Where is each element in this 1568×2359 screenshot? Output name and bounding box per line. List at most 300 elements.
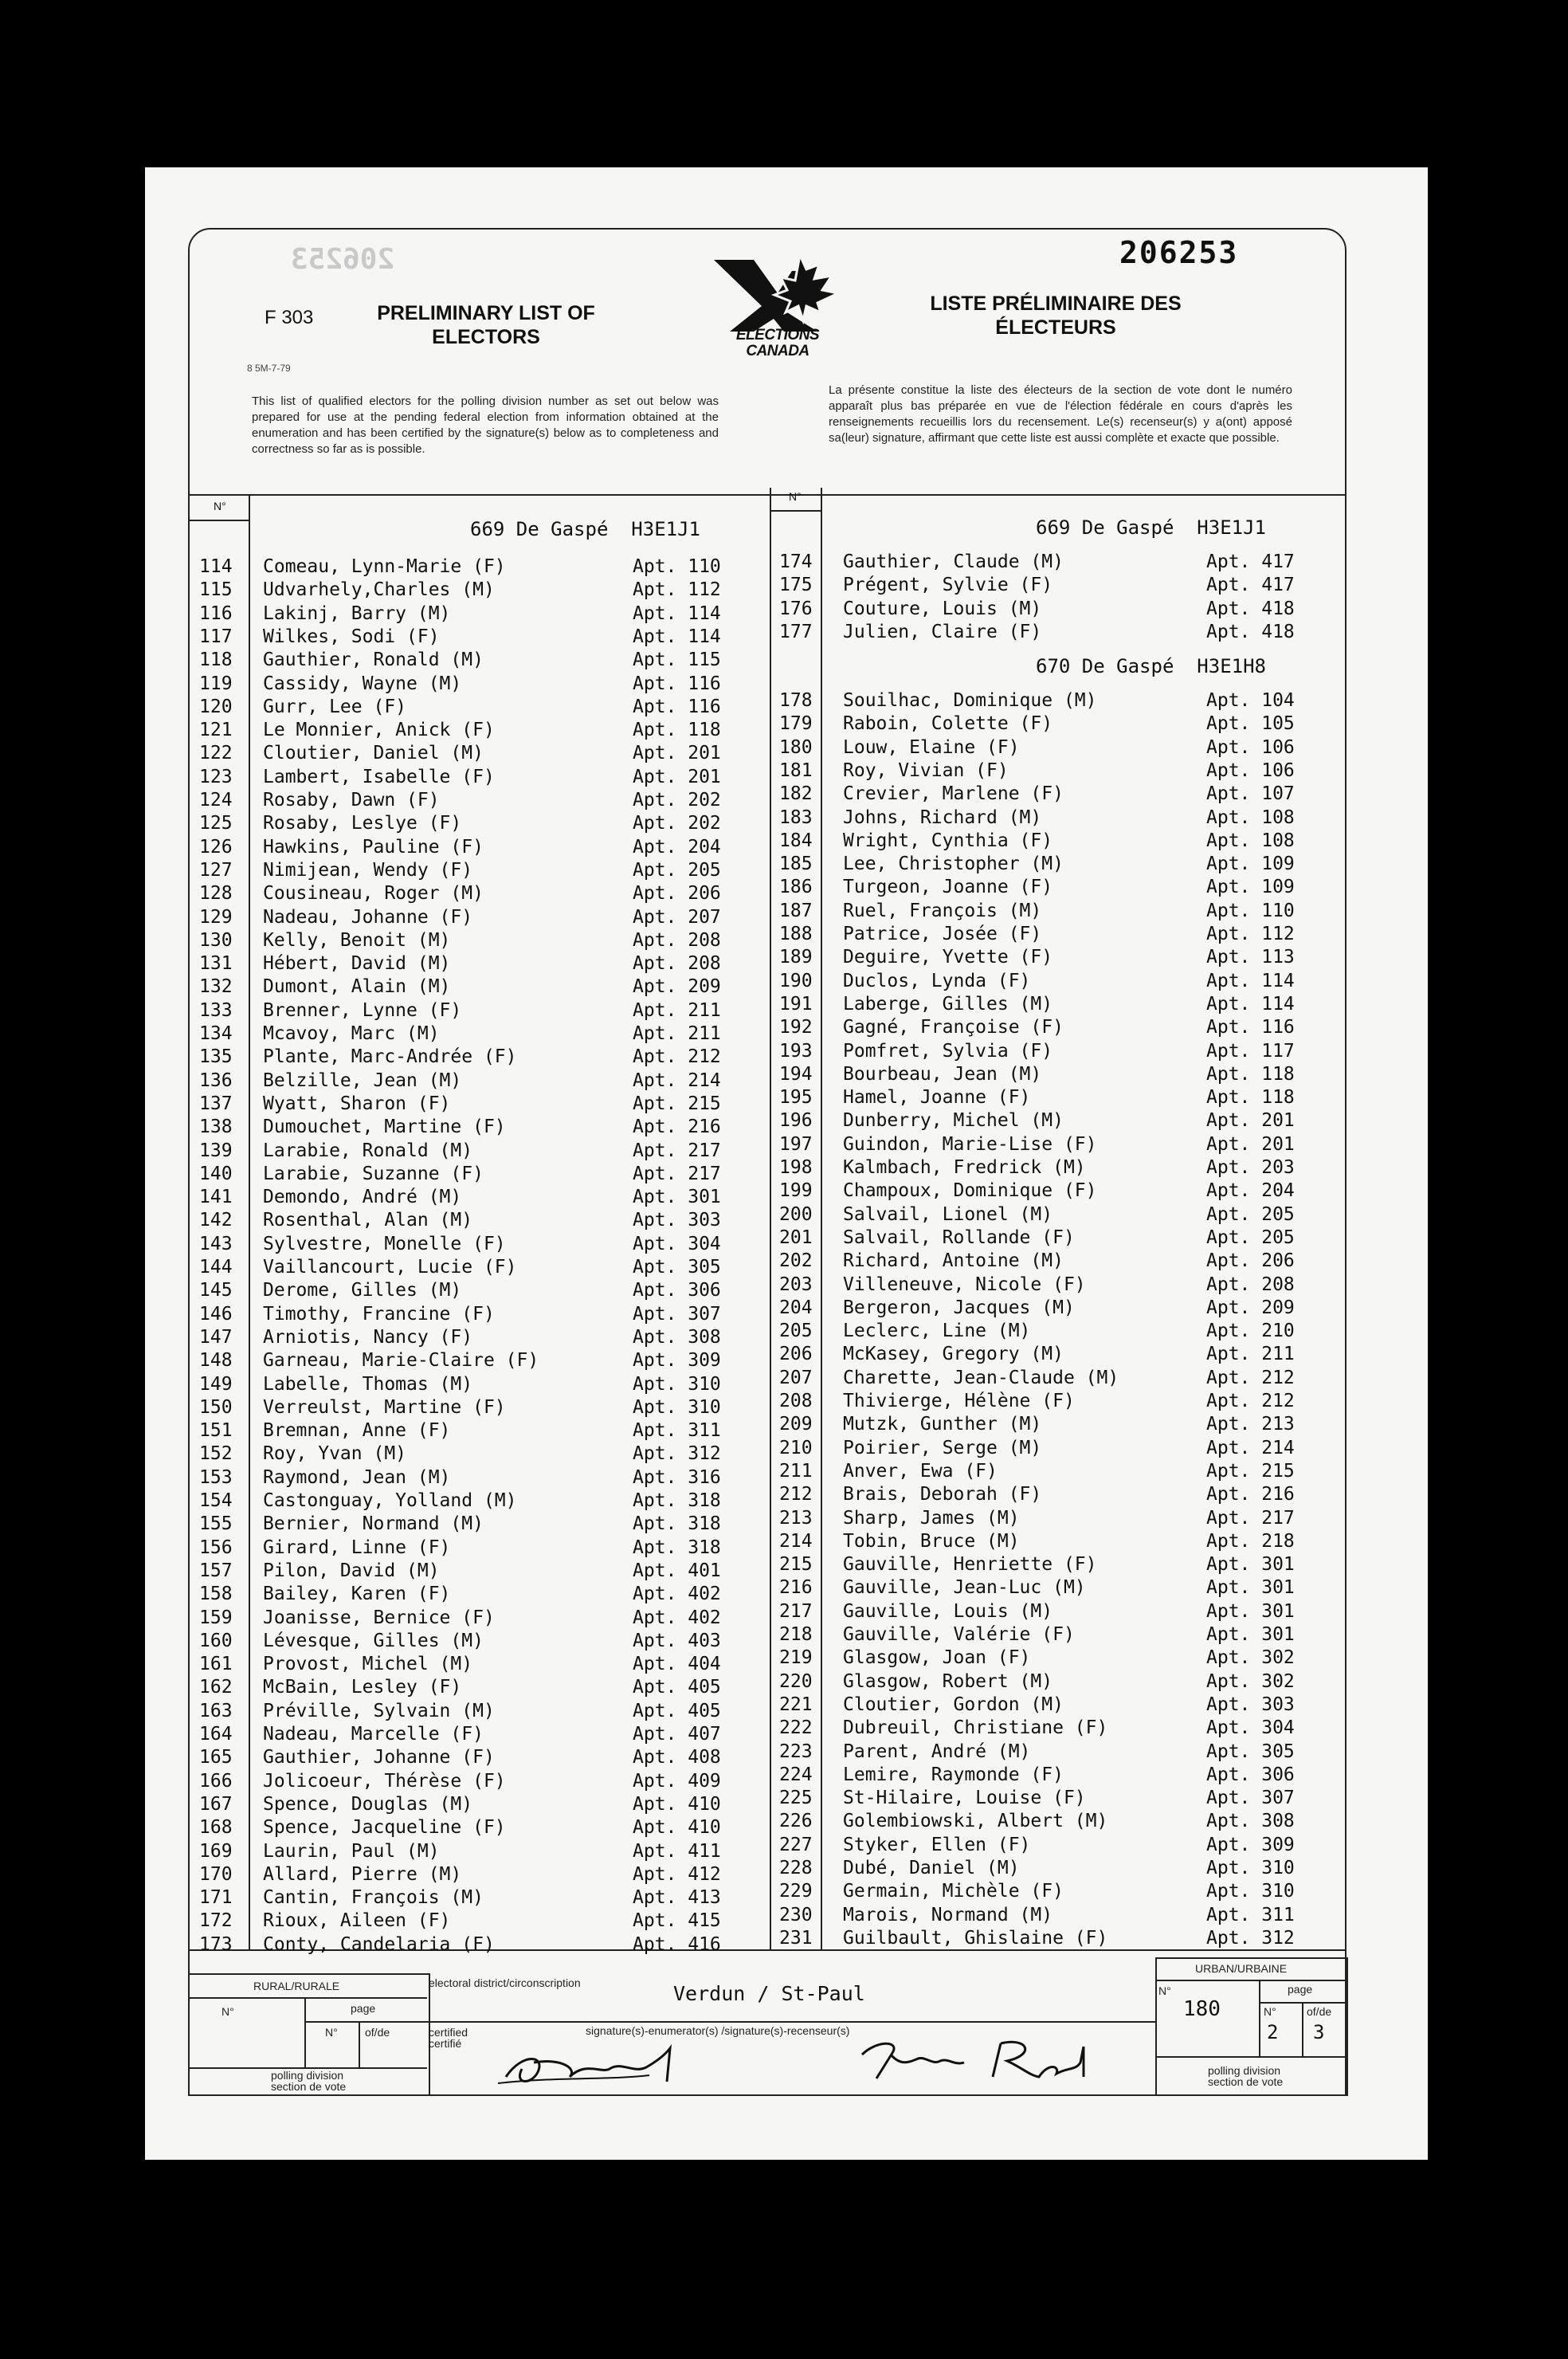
- elector-name: Leclerc, Line (M): [843, 1321, 1031, 1342]
- elector-number: 217: [779, 1600, 813, 1622]
- left-number-divider: [249, 494, 250, 1951]
- elector-name: Provost, Michel (M): [263, 1654, 473, 1675]
- elector-number: 190: [779, 970, 813, 991]
- elector-apartment: Apt. 305: [633, 1257, 721, 1278]
- elector-apartment: Apt. 309: [1206, 1834, 1295, 1855]
- elector-apartment: Apt. 217: [1206, 1507, 1295, 1529]
- elector-apartment: Apt. 115: [633, 650, 721, 671]
- right-address-heading-2: 670 De Gaspé H3E1H8: [1036, 655, 1266, 677]
- elector-name: Larabie, Suzanne (F): [263, 1163, 484, 1184]
- elector-name: Charette, Jean-Claude (M): [843, 1367, 1119, 1388]
- elector-name: Salvail, Lionel (M): [843, 1203, 1053, 1225]
- elector-number: 207: [779, 1367, 813, 1388]
- elector-number: 201: [779, 1227, 813, 1248]
- elector-apartment: Apt. 201: [633, 766, 721, 787]
- elector-number: 135: [199, 1046, 233, 1068]
- elector-name: Gurr, Lee (F): [263, 696, 407, 717]
- elector-name: Derome, Gilles (M): [263, 1280, 462, 1301]
- elector-number: 142: [199, 1210, 233, 1231]
- elector-apartment: Apt. 205: [633, 859, 721, 881]
- elector-apartment: Apt. 310: [1206, 1858, 1295, 1878]
- elector-apartment: Apt. 204: [1206, 1180, 1295, 1202]
- elector-number: 166: [199, 1770, 233, 1792]
- elector-name: Comeau, Lynn-Marie (F): [263, 556, 506, 577]
- elector-number: 164: [199, 1724, 233, 1745]
- elector-number: 162: [199, 1677, 233, 1698]
- elector-apartment: Apt. 201: [633, 743, 721, 764]
- elector-apartment: Apt. 205: [1206, 1227, 1295, 1248]
- urban-polling-label-2: section de vote: [1208, 2075, 1284, 2088]
- elector-number: 182: [779, 783, 813, 805]
- form-number: F 303: [265, 307, 314, 328]
- elector-apartment: Apt. 415: [633, 1910, 721, 1932]
- elector-apartment: Apt. 310: [1206, 1881, 1295, 1902]
- elector-name: Poirier, Serge (M): [843, 1437, 1042, 1458]
- elector-number: 143: [199, 1233, 233, 1254]
- elector-number: 192: [779, 1017, 813, 1038]
- elector-number: 117: [199, 626, 233, 647]
- elector-apartment: Apt. 301: [1206, 1577, 1295, 1599]
- polling-number: 180: [1183, 1997, 1221, 2021]
- elector-name: Villeneuve, Nicole (F): [843, 1274, 1086, 1295]
- elector-number: 175: [779, 575, 813, 596]
- rural-polling-label-2: section de vote: [271, 2080, 347, 2093]
- elector-apartment: Apt. 310: [633, 1373, 721, 1395]
- elector-name: Rosaby, Leslye (F): [263, 813, 462, 834]
- elector-name: Mutzk, Gunther (M): [843, 1414, 1042, 1435]
- elector-name: Rosenthal, Alan (M): [263, 1210, 473, 1231]
- elector-name: Salvail, Rollande (F): [843, 1227, 1075, 1248]
- district-rule: [427, 2021, 1157, 2023]
- elector-name: Cantin, François (M): [263, 1887, 484, 1909]
- elector-name: Gagné, Françoise (F): [843, 1017, 1064, 1038]
- elector-number: 222: [779, 1717, 813, 1739]
- form-version: 8 5M-7-79: [247, 363, 291, 374]
- logo-line1: ELECTIONS: [735, 327, 820, 343]
- urban-polling-label-1: polling division: [1208, 2064, 1281, 2077]
- elector-number: 196: [779, 1110, 813, 1132]
- elector-name: Bremnan, Anne (F): [263, 1420, 451, 1442]
- elector-number: 202: [779, 1250, 813, 1272]
- elector-number: 115: [199, 579, 233, 601]
- elector-name: Gauville, Henriette (F): [843, 1554, 1097, 1576]
- elector-apartment: Apt. 213: [1206, 1414, 1295, 1435]
- elector-apartment: Apt. 211: [633, 999, 721, 1021]
- elector-number: 168: [199, 1817, 233, 1839]
- urban-page-no-label: N°: [1264, 2005, 1276, 2018]
- elector-number: 150: [199, 1396, 233, 1418]
- elector-apartment: Apt. 214: [633, 1070, 721, 1091]
- elector-apartment: Apt. 409: [633, 1770, 721, 1792]
- page-of-number: 3: [1313, 2021, 1325, 2043]
- elector-apartment: Apt. 402: [633, 1607, 721, 1628]
- elector-number: 219: [779, 1647, 813, 1669]
- elector-number: 194: [779, 1063, 813, 1085]
- elector-number: 170: [199, 1863, 233, 1885]
- elector-name: Vaillancourt, Lucie (F): [263, 1257, 517, 1278]
- elector-name: Marois, Normand (M): [843, 1904, 1053, 1925]
- elector-apartment: Apt. 216: [1206, 1484, 1295, 1505]
- urban-page-divider: [1302, 2002, 1303, 2056]
- elector-number: 193: [779, 1040, 813, 1062]
- elector-number: 191: [779, 993, 813, 1015]
- elector-apartment: Apt. 301: [1206, 1624, 1295, 1645]
- elector-name: Styker, Ellen (F): [843, 1834, 1031, 1855]
- rural-rule-2: [304, 2021, 427, 2023]
- elector-name: Brais, Deborah (F): [843, 1484, 1042, 1505]
- rural-page-no-label: N°: [325, 2026, 338, 2039]
- elector-apartment: Apt. 408: [633, 1747, 721, 1768]
- elector-name: Mcavoy, Marc (M): [263, 1023, 440, 1044]
- elector-name: Ruel, François (M): [843, 900, 1042, 921]
- elector-number: 157: [199, 1560, 233, 1581]
- elector-name: Parent, André (M): [843, 1741, 1031, 1762]
- elector-number: 231: [779, 1927, 813, 1949]
- elector-name: Laurin, Paul (M): [263, 1840, 440, 1862]
- elector-number: 149: [199, 1373, 233, 1395]
- elector-apartment: Apt. 202: [633, 790, 721, 811]
- elector-apartment: Apt. 316: [633, 1466, 721, 1488]
- elector-name: Turgeon, Joanne (F): [843, 877, 1053, 898]
- elector-name: Arniotis, Nancy (F): [263, 1326, 473, 1348]
- elector-apartment: Apt. 106: [1206, 736, 1295, 758]
- enumerator-signature-2: [845, 2031, 1100, 2086]
- elector-name: Richard, Antoine (M): [843, 1250, 1064, 1272]
- elector-apartment: Apt. 411: [633, 1840, 721, 1862]
- elector-name: Udvarhely,Charles (M): [263, 579, 495, 601]
- district-value: Verdun / St-Paul: [673, 1982, 865, 2005]
- elector-name: Pilon, David (M): [263, 1560, 440, 1581]
- urban-no-label: N°: [1158, 1984, 1171, 1997]
- elector-apartment: Apt. 407: [633, 1724, 721, 1745]
- elector-apartment: Apt. 110: [633, 556, 721, 577]
- elector-name: Hamel, Joanne (F): [843, 1087, 1031, 1109]
- elector-apartment: Apt. 405: [633, 1677, 721, 1698]
- elector-apartment: Apt. 114: [633, 626, 721, 647]
- elector-name: Gauville, Louis (M): [843, 1600, 1053, 1622]
- elector-number: 153: [199, 1466, 233, 1488]
- elector-apartment: Apt. 118: [1206, 1087, 1295, 1109]
- elector-apartment: Apt. 402: [633, 1584, 721, 1605]
- elector-apartment: Apt. 208: [633, 953, 721, 975]
- rural-col-divider: [304, 1997, 306, 2069]
- elector-name: Lakinj, Barry (M): [263, 603, 451, 624]
- elector-number: 116: [199, 603, 233, 624]
- elector-apartment: Apt. 116: [633, 673, 721, 694]
- elector-apartment: Apt. 212: [633, 1046, 721, 1068]
- elector-number: 126: [199, 836, 233, 858]
- urban-label: URBAN/URBAINE: [1195, 1962, 1288, 1975]
- elector-apartment: Apt. 203: [1206, 1157, 1295, 1178]
- elector-apartment: Apt. 303: [1206, 1694, 1295, 1715]
- elector-name: Crevier, Marlene (F): [843, 783, 1064, 805]
- elector-name: Dumouchet, Martine (F): [263, 1117, 506, 1138]
- elector-number: 218: [779, 1624, 813, 1645]
- elector-number: 165: [199, 1747, 233, 1768]
- elector-apartment: Apt. 109: [1206, 854, 1295, 875]
- elector-number: 215: [779, 1554, 813, 1576]
- elector-number: 139: [199, 1140, 233, 1161]
- elector-number: 187: [779, 900, 813, 921]
- elector-number: 140: [199, 1163, 233, 1184]
- rural-rule-1: [188, 1997, 427, 1999]
- elector-apartment: Apt. 311: [633, 1420, 721, 1442]
- elector-number: 156: [199, 1537, 233, 1558]
- elector-name: Gauthier, Claude (M): [843, 551, 1064, 572]
- elector-apartment: Apt. 418: [1206, 621, 1295, 642]
- elector-apartment: Apt. 201: [1206, 1110, 1295, 1132]
- elector-number: 189: [779, 947, 813, 968]
- elector-number: 173: [199, 1933, 233, 1955]
- elector-name: Golembiowski, Albert (M): [843, 1811, 1108, 1832]
- enumerator-signature-1: [490, 2037, 689, 2093]
- elector-number: 179: [779, 713, 813, 735]
- elector-apartment: Apt. 112: [633, 579, 721, 601]
- elector-number: 176: [779, 598, 813, 619]
- elector-number: 213: [779, 1507, 813, 1529]
- elector-name: Lambert, Isabelle (F): [263, 766, 495, 787]
- elector-name: Roy, Yvan (M): [263, 1443, 407, 1465]
- elector-number: 226: [779, 1811, 813, 1832]
- rural-no-label: N°: [221, 2005, 234, 2018]
- elector-number: 205: [779, 1321, 813, 1342]
- elector-name: Couture, Louis (M): [843, 598, 1042, 619]
- elector-apartment: Apt. 201: [1206, 1133, 1295, 1155]
- elector-number: 210: [779, 1437, 813, 1458]
- elector-apartment: Apt. 110: [1206, 900, 1295, 921]
- elector-number: 147: [199, 1326, 233, 1348]
- elector-apartment: Apt. 114: [633, 603, 721, 624]
- elector-apartment: Apt. 418: [1206, 598, 1295, 619]
- elector-apartment: Apt. 307: [633, 1303, 721, 1325]
- elector-number: 172: [199, 1910, 233, 1932]
- no-header-right: N°: [789, 490, 802, 503]
- elector-apartment: Apt. 211: [1206, 1344, 1295, 1365]
- elector-name: Bergeron, Jacques (M): [843, 1297, 1075, 1318]
- elector-name: McBain, Lesley (F): [263, 1677, 462, 1698]
- elector-number: 229: [779, 1881, 813, 1902]
- elector-apartment: Apt. 114: [1206, 993, 1295, 1015]
- title-fr-line2: ÉLECTEURS: [995, 316, 1116, 339]
- elector-number: 148: [199, 1350, 233, 1372]
- title-en-line1: PRELIMINARY LIST OF: [377, 302, 595, 324]
- elector-name: Préville, Sylvain (M): [263, 1700, 495, 1721]
- elector-name: Prégent, Sylvie (F): [843, 575, 1053, 596]
- elector-number: 206: [779, 1344, 813, 1365]
- elector-name: Wyatt, Sharon (F): [263, 1093, 451, 1114]
- elector-apartment: Apt. 312: [633, 1443, 721, 1465]
- elector-name: Duclos, Lynda (F): [843, 970, 1031, 991]
- elector-number: 160: [199, 1630, 233, 1651]
- elector-apartment: Apt. 105: [1206, 713, 1295, 735]
- elector-number: 211: [779, 1460, 813, 1482]
- elector-apartment: Apt. 416: [633, 1933, 721, 1955]
- elector-name: Dubreuil, Christiane (F): [843, 1717, 1108, 1739]
- urban-page-label: page: [1288, 1983, 1313, 1996]
- serial-number: 206253: [1119, 235, 1239, 270]
- title-english: [351, 301, 621, 349]
- elector-number: 183: [779, 807, 813, 828]
- elector-apartment: Apt. 208: [633, 929, 721, 951]
- elector-name: Glasgow, Robert (M): [843, 1670, 1053, 1692]
- elector-apartment: Apt. 207: [633, 906, 721, 928]
- elector-name: Kalmbach, Fredrick (M): [843, 1157, 1086, 1178]
- elector-number: 137: [199, 1093, 233, 1114]
- elector-name: Girard, Linne (F): [263, 1537, 451, 1558]
- elector-name: Nimijean, Wendy (F): [263, 859, 473, 881]
- elector-name: Dubé, Daniel (M): [843, 1858, 1020, 1878]
- elector-name: Gauville, Jean-Luc (M): [843, 1577, 1086, 1599]
- elector-number: 171: [199, 1887, 233, 1909]
- rural-of-label: of/de: [365, 2026, 390, 2039]
- elector-name: Sylvestre, Monelle (F): [263, 1233, 506, 1254]
- urban-rule-1: [1155, 1980, 1345, 1981]
- elector-name: Spence, Douglas (M): [263, 1793, 473, 1815]
- elector-apartment: Apt. 114: [1206, 970, 1295, 991]
- elector-name: Glasgow, Joan (F): [843, 1647, 1031, 1669]
- elector-number: 133: [199, 999, 233, 1021]
- elector-name: Cloutier, Gordon (M): [843, 1694, 1064, 1715]
- elector-number: 159: [199, 1607, 233, 1628]
- elector-name: Joanisse, Bernice (F): [263, 1607, 495, 1628]
- elector-apartment: Apt. 208: [1206, 1274, 1295, 1295]
- elector-number: 204: [779, 1297, 813, 1318]
- elector-number: 130: [199, 929, 233, 951]
- elector-name: Tobin, Bruce (M): [843, 1530, 1020, 1552]
- elector-name: Demondo, André (M): [263, 1187, 462, 1208]
- elector-number: 199: [779, 1180, 813, 1202]
- elector-name: Dunberry, Michel (M): [843, 1110, 1064, 1132]
- elector-apartment: Apt. 304: [633, 1233, 721, 1254]
- elector-name: Rosaby, Dawn (F): [263, 790, 440, 811]
- elector-name: Thivierge, Hélène (F): [843, 1391, 1075, 1411]
- elector-name: Verreulst, Martine (F): [263, 1396, 506, 1418]
- certified-label-2: certifié: [429, 2037, 462, 2050]
- title-en-line2: ELECTORS: [432, 326, 540, 348]
- elector-name: Pomfret, Sylvia (F): [843, 1040, 1053, 1062]
- elector-apartment: Apt. 107: [1206, 783, 1295, 805]
- elector-number: 121: [199, 720, 233, 741]
- elector-name: Lévesque, Gilles (M): [263, 1630, 484, 1651]
- elector-number: 212: [779, 1484, 813, 1505]
- elector-number: 131: [199, 953, 233, 975]
- elector-number: 123: [199, 766, 233, 787]
- elector-number: 125: [199, 813, 233, 834]
- elector-apartment: Apt. 209: [633, 976, 721, 998]
- elector-name: Bernier, Normand (M): [263, 1513, 484, 1535]
- elector-number: 214: [779, 1530, 813, 1552]
- elector-number: 208: [779, 1391, 813, 1411]
- elector-name: Lee, Christopher (M): [843, 854, 1064, 875]
- elector-number: 184: [779, 830, 813, 851]
- urban-rule-3: [1155, 2056, 1345, 2058]
- elector-name: Champoux, Dominique (F): [843, 1180, 1097, 1202]
- elector-name: Plante, Marc-Andrée (F): [263, 1046, 517, 1068]
- elector-number: 118: [199, 650, 233, 671]
- elector-number: 151: [199, 1420, 233, 1442]
- urban-col-divider: [1259, 1980, 1260, 2056]
- elector-name: Hébert, David (M): [263, 953, 451, 975]
- logo-wordmark: [698, 328, 857, 359]
- elector-name: Cloutier, Daniel (M): [263, 743, 484, 764]
- elector-name: St-Hilaire, Louise (F): [843, 1788, 1086, 1809]
- elector-name: Cassidy, Wayne (M): [263, 673, 462, 694]
- elector-apartment: Apt. 410: [633, 1817, 721, 1839]
- elector-number: 185: [779, 854, 813, 875]
- elector-apartment: Apt. 206: [633, 883, 721, 905]
- certified-label-1: certified: [429, 2026, 468, 2039]
- elector-name: Rioux, Aileen (F): [263, 1910, 451, 1932]
- elector-number: 230: [779, 1904, 813, 1925]
- elector-name: Hawkins, Pauline (F): [263, 836, 484, 858]
- elector-number: 209: [779, 1414, 813, 1435]
- elector-name: Nadeau, Marcelle (F): [263, 1724, 484, 1745]
- elector-apartment: Apt. 311: [1206, 1904, 1295, 1925]
- elector-number: 122: [199, 743, 233, 764]
- elector-apartment: Apt. 305: [1206, 1741, 1295, 1762]
- elector-number: 223: [779, 1741, 813, 1762]
- form-frame: [188, 228, 1347, 2096]
- elector-name: Nadeau, Johanne (F): [263, 906, 473, 928]
- elector-number: 195: [779, 1087, 813, 1109]
- elector-name: Jolicoeur, Thérèse (F): [263, 1770, 506, 1792]
- elector-name: McKasey, Gregory (M): [843, 1344, 1064, 1365]
- rural-label: RURAL/RURALE: [253, 1980, 340, 1992]
- elector-number: 186: [779, 877, 813, 898]
- elector-number: 225: [779, 1788, 813, 1809]
- elector-apartment: Apt. 318: [633, 1490, 721, 1511]
- center-divider-b: [821, 488, 822, 1951]
- elector-name: Wilkes, Sodi (F): [263, 626, 440, 647]
- title-french: [904, 292, 1207, 340]
- elector-apartment: Apt. 308: [1206, 1811, 1295, 1832]
- elector-apartment: Apt. 301: [633, 1187, 721, 1208]
- elector-apartment: Apt. 112: [1206, 924, 1295, 944]
- elector-apartment: Apt. 106: [1206, 760, 1295, 781]
- elector-apartment: Apt. 212: [1206, 1367, 1295, 1388]
- rural-page-label: page: [351, 2002, 376, 2015]
- elector-number: 161: [199, 1654, 233, 1675]
- elector-apartment: Apt. 417: [1206, 575, 1295, 596]
- elector-number: 203: [779, 1274, 813, 1295]
- elector-apartment: Apt. 206: [1206, 1250, 1295, 1272]
- elector-name: Souilhac, Dominique (M): [843, 690, 1097, 711]
- elector-name: Castonguay, Yolland (M): [263, 1490, 517, 1511]
- signature-label: signature(s)-enumerator(s) /signature(s)-recenseur(s): [586, 2024, 850, 2037]
- elector-name: Roy, Vivian (F): [843, 760, 1009, 781]
- no-box-bottom-left: [188, 520, 250, 521]
- elector-apartment: Apt. 306: [633, 1280, 721, 1301]
- elector-number: 197: [779, 1133, 813, 1155]
- elector-apartment: Apt. 303: [633, 1210, 721, 1231]
- elector-apartment: Apt. 108: [1206, 830, 1295, 851]
- elector-number: 154: [199, 1490, 233, 1511]
- elector-apartment: Apt. 209: [1206, 1297, 1295, 1318]
- elector-name: Labelle, Thomas (M): [263, 1373, 473, 1395]
- elector-apartment: Apt. 301: [1206, 1554, 1295, 1576]
- elector-apartment: Apt. 216: [633, 1117, 721, 1138]
- elector-apartment: Apt. 214: [1206, 1437, 1295, 1458]
- elector-number: 227: [779, 1834, 813, 1855]
- elector-apartment: Apt. 210: [1206, 1321, 1295, 1342]
- elector-name: Brenner, Lynne (F): [263, 999, 462, 1021]
- elector-apartment: Apt. 401: [633, 1560, 721, 1581]
- elector-apartment: Apt. 109: [1206, 877, 1295, 898]
- elector-number: 114: [199, 556, 233, 577]
- elector-apartment: Apt. 215: [1206, 1460, 1295, 1482]
- elector-number: 138: [199, 1117, 233, 1138]
- intro-english: This list of qualified electors for the polling division number as set out below was prepared for use at the pending federal election from information obtained at the enumeration and has been certified by the signature(s) below as to completeness and correctness so far as is possible.: [252, 394, 719, 456]
